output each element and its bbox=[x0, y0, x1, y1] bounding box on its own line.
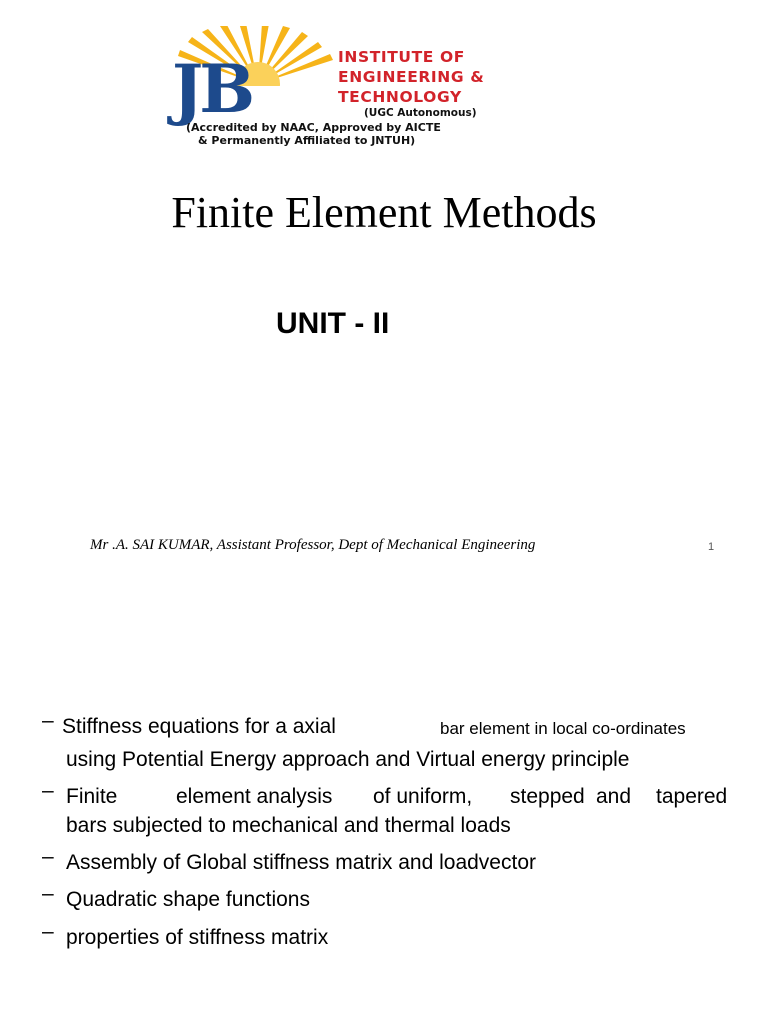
bullet-text: stepped bbox=[510, 785, 585, 808]
bullet-text: of uniform, bbox=[373, 785, 473, 808]
bullet-text: properties of stiffness matrix bbox=[66, 926, 329, 949]
institute-logo bbox=[168, 26, 598, 146]
logo-name-line-2: ENGINEERING & bbox=[338, 68, 485, 86]
logo-accreditation-2: & Permanently Affiliated to JNTUH) bbox=[198, 134, 416, 147]
bullet-text: and bbox=[596, 785, 632, 808]
unit-heading: UNIT - II bbox=[276, 307, 390, 340]
logo-subtitle: (UGC Autonomous) bbox=[364, 107, 477, 119]
page-number: 1 bbox=[708, 541, 715, 553]
bullet-text: using Potential Energy approach and Virtual energy principle bbox=[66, 748, 630, 771]
bullet-text: bar element in local co-ordinates bbox=[440, 719, 686, 738]
author-line: Mr .A. SAI KUMAR, Assistant Professor, Dept of Mechanical Engineering bbox=[90, 537, 536, 553]
bullet-text: Stiffness equations for a axial bbox=[62, 715, 336, 738]
logo-accreditation-1: (Accredited by NAAC, Approved by AICTE bbox=[186, 121, 441, 134]
bullet-dash: – bbox=[42, 709, 54, 732]
bullet-dash: – bbox=[42, 882, 54, 905]
slide-title: Finite Element Methods bbox=[171, 188, 597, 237]
bullet-text: Finite bbox=[66, 785, 118, 808]
bullet-dash: – bbox=[42, 920, 54, 943]
topics-slide bbox=[0, 690, 768, 1024]
bullet-text: element analysis bbox=[176, 785, 333, 808]
logo-initials: JB bbox=[172, 50, 252, 128]
bullet-text: Quadratic shape functions bbox=[66, 888, 310, 911]
bullet-text: bars subjected to mechanical and thermal loads bbox=[66, 814, 511, 837]
logo-name-line-1: INSTITUTE OF bbox=[338, 48, 465, 66]
bullet-dash: – bbox=[42, 845, 54, 868]
logo-name-line-3: TECHNOLOGY bbox=[338, 88, 462, 106]
bullet-text: tapered bbox=[656, 785, 728, 808]
bullet-text: Assembly of Global stiffness matrix and loadvector bbox=[66, 851, 536, 874]
bullet-dash: – bbox=[42, 779, 54, 802]
